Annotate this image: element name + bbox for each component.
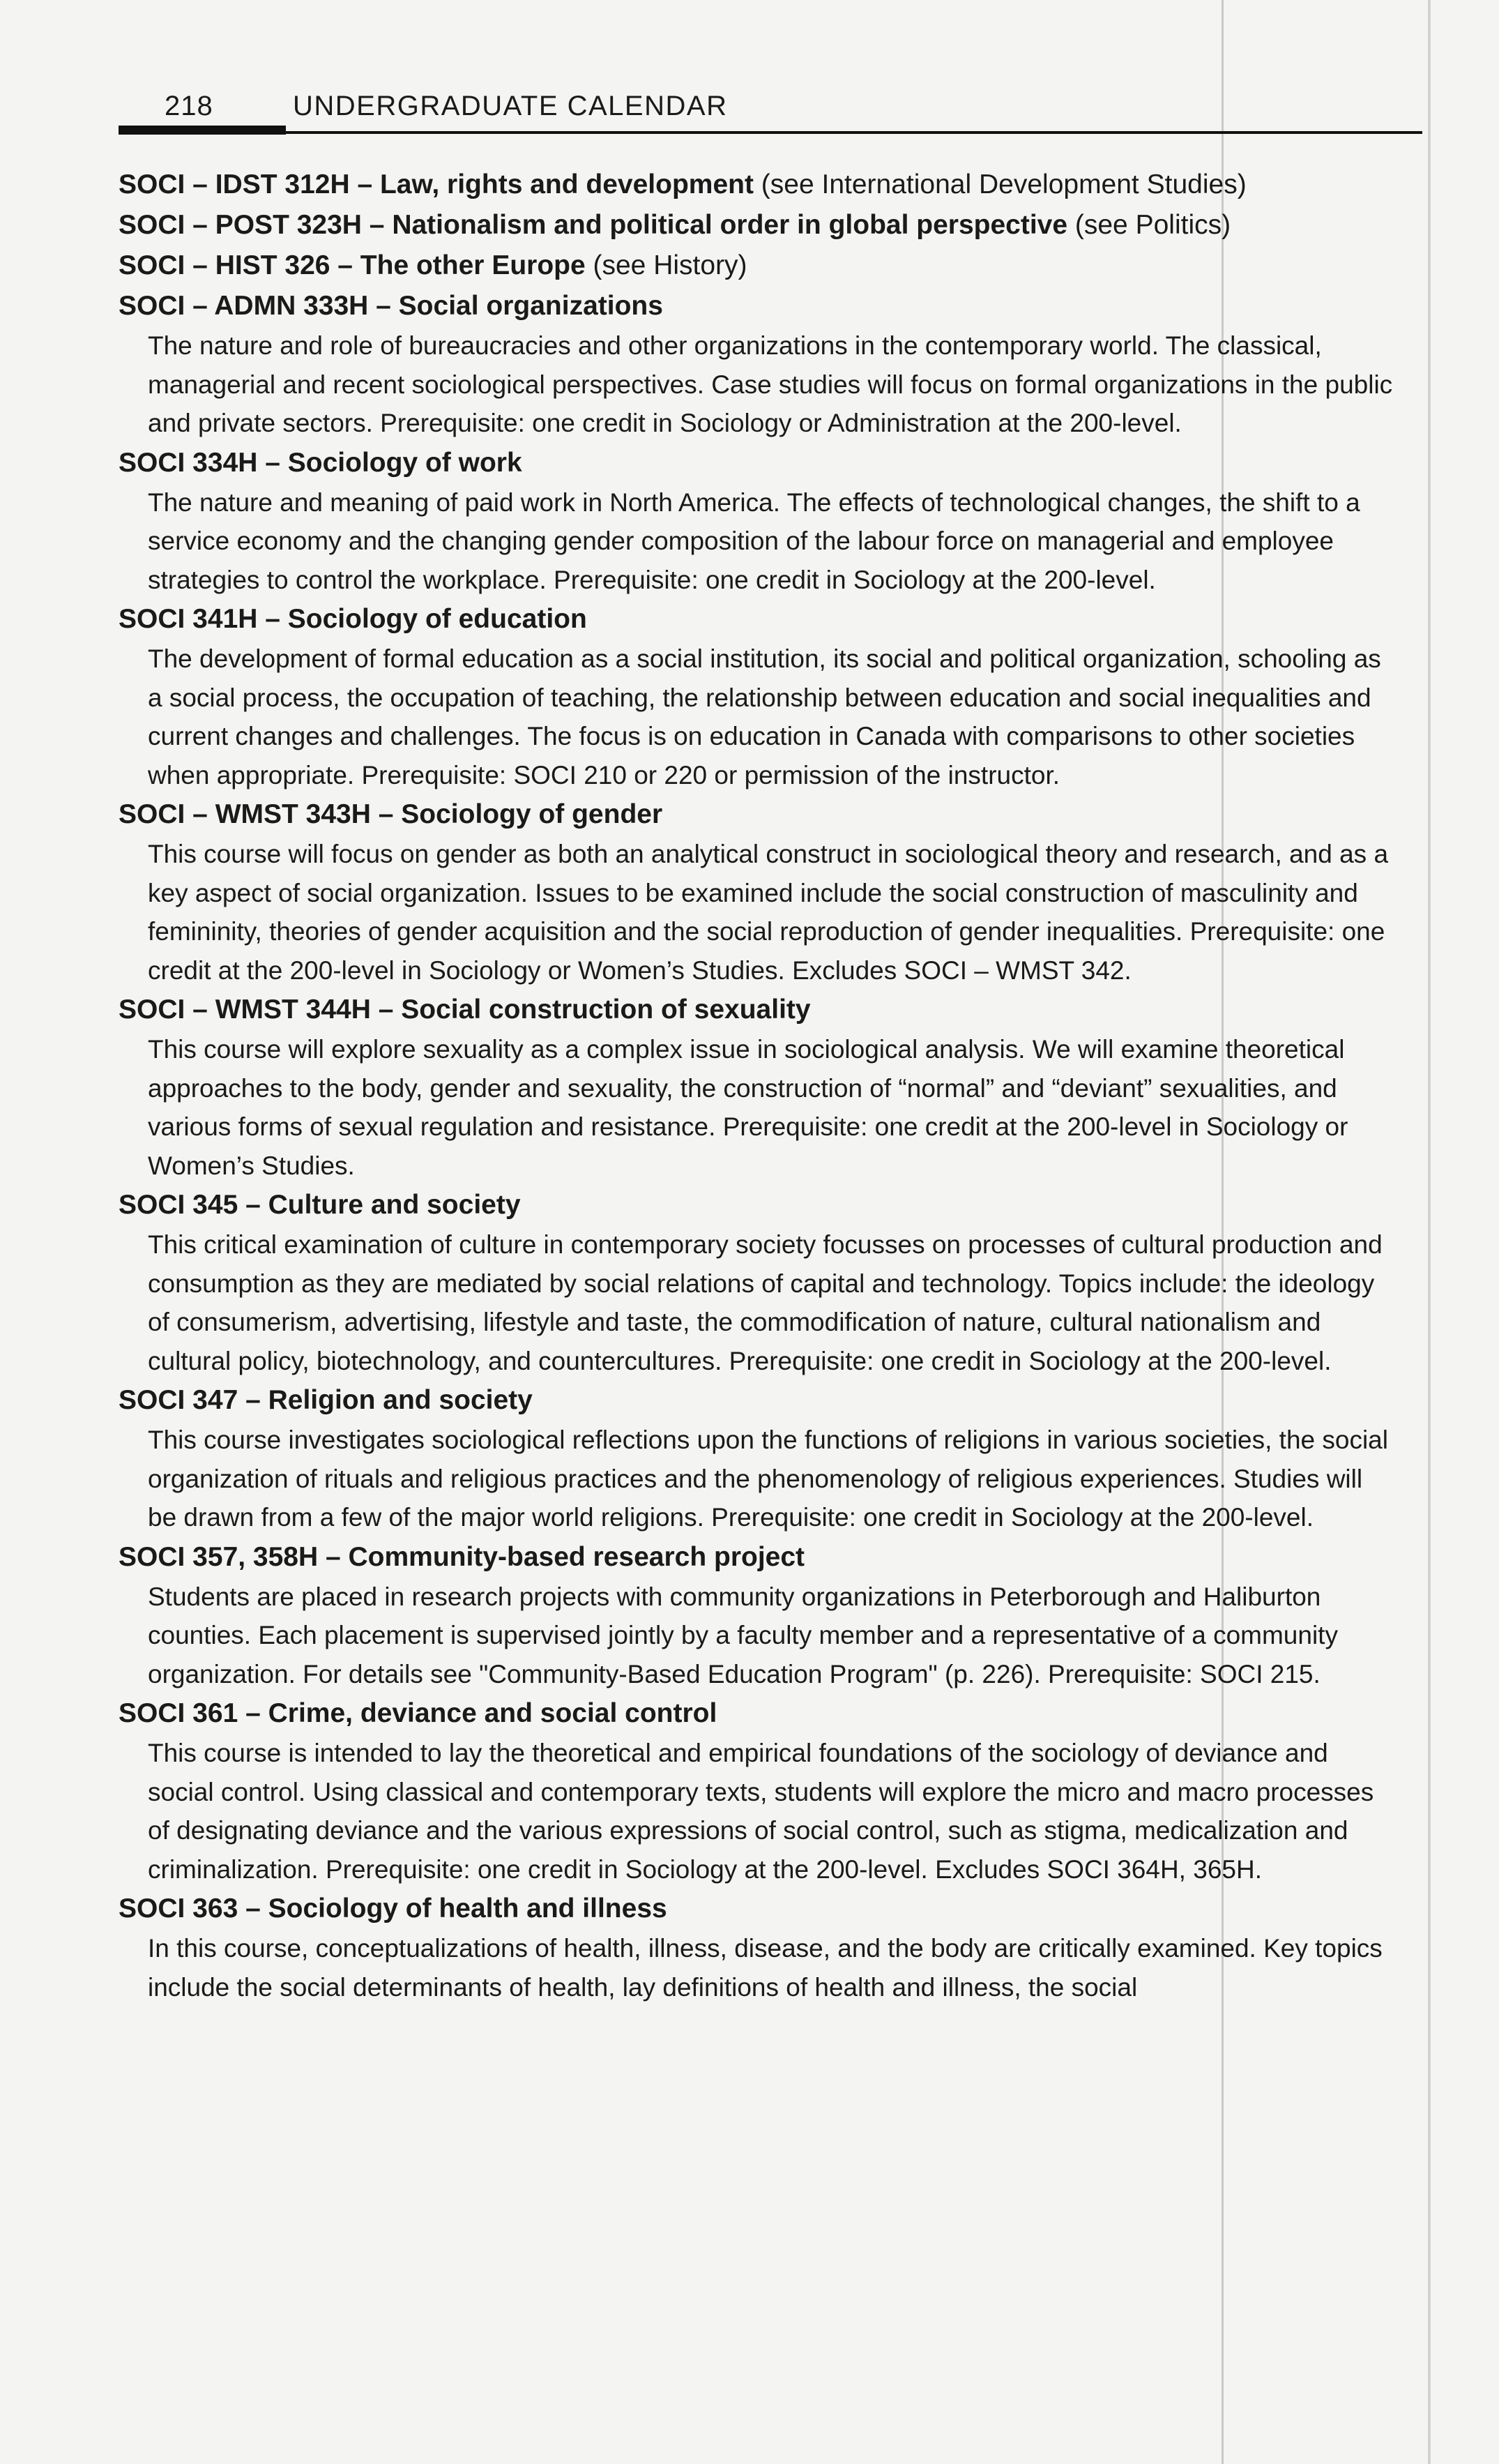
course-description: Students are placed in research projects with community organizations in Peterborough and Haliburton counties. Each placement is supervised jointly by a faculty member and a representative of a community organization. For details see "Community-Based Education Program" (p. 226). Prerequisite: SOCI 215.: [148, 1582, 1338, 1688]
course-title: [119, 1380, 1429, 1421]
course-entry: [119, 1537, 1429, 1694]
course-title: [119, 245, 1429, 286]
course-code-title: SOCI – WMST 344H – Social construction of sexuality: [119, 995, 811, 1025]
course-code-title: SOCI 347 – Religion and society: [119, 1385, 533, 1415]
course-title: [119, 1693, 1429, 1734]
course-description: The development of formal education as a social institution, its social and political organization, schooling as a social process, the occupation of teaching, the relationship between education and social inequalities and current changes and challenges. The focus is on education in Canada with comparisons to other societies when appropriate. Prerequisite: SOCI 210 or 220 or permission of the instructor.: [148, 644, 1381, 789]
course-code-title: SOCI – ADMN 333H – Social organizations: [119, 291, 663, 321]
course-entry: [119, 794, 1429, 990]
course-title: [119, 1889, 1429, 1929]
course-title: [119, 599, 1429, 640]
course-cross-reference: (see History): [585, 250, 747, 280]
course-entry: [119, 1693, 1429, 1889]
course-code-title: SOCI 357, 358H – Community-based research project: [119, 1541, 805, 1572]
course-title: [119, 990, 1429, 1030]
header-rule-accent: [119, 126, 286, 135]
course-title: [119, 1185, 1429, 1225]
course-title: [119, 794, 1429, 835]
course-entry: [119, 990, 1429, 1185]
course-description: This critical examination of culture in contemporary society focusses on processes of cultural production and consumption as they are mediated by social relations of capital and technology. Topics include: the ideology of consumerism, advertising, lifestyle and taste, the commodification of nature, cultural nationalism and cultural policy, biotechnology, and countercultures. Prerequisite: one credit in Sociology at the 200-level.: [148, 1230, 1383, 1375]
course-entry: [119, 443, 1429, 600]
page-number: 218: [165, 91, 213, 121]
course-title: [119, 443, 1429, 483]
course-title: [119, 1537, 1429, 1578]
course-entry: [119, 1889, 1429, 2006]
course-description: This course investigates sociological reflections upon the functions of religions in various societies, the social organization of rituals and religious practices and the phenomenology of religious experiences. Studies will be drawn from a few of the major world religions. Prerequisite: one credit in Sociology at the 200-level.: [148, 1426, 1388, 1532]
course-title: [119, 286, 1429, 326]
header-rule: [119, 131, 1422, 134]
course-description: In this course, conceptualizations of health, illness, disease, and the body are critically examined. Key topics include the social determinants of health, lay definitions of health and illness, the social: [148, 1934, 1383, 2002]
course-title: [119, 165, 1429, 205]
course-description: This course is intended to lay the theoretical and empirical foundations of the sociology of deviance and social control. Using classical and contemporary texts, students will explore the micro and macro processes of designating deviance and the various expressions of social control, such as stigma, medicalization and criminalization. Prerequisite: one credit in Sociology at the 200-level. Excludes SOCI 364H, 365H.: [148, 1739, 1374, 1884]
course-code-title: SOCI – HIST 326 – The other Europe: [119, 250, 586, 280]
course-entry: [119, 1380, 1429, 1537]
course-code-title: SOCI – POST 323H – Nationalism and political order in global perspective: [119, 210, 1068, 240]
course-entry: [119, 599, 1429, 794]
course-entry: [119, 245, 1429, 286]
running-head: UNDERGRADUATE CALENDAR: [293, 91, 728, 121]
course-entry: [119, 165, 1429, 205]
course-description: The nature and meaning of paid work in North America. The effects of technological changes, the shift to a service economy and the changing gender composition of the labour force on managerial and employee strategies to control the workplace. Prerequisite: one credit in Sociology at the 200-level.: [148, 487, 1360, 594]
course-cross-reference: (see Politics): [1067, 210, 1231, 240]
course-description: This course will focus on gender as both an analytical construct in sociological theory and research, and as a key aspect of social organization. Issues to be examined include the social construction of masculinity and femininity, theories of gender acquisition and the social reproduction of gender inequalities. Prerequisite: one credit at the 200-level in Sociology or Women’s Studies. Excludes SOCI – WMST 342.: [148, 840, 1389, 985]
page-header: [119, 82, 1422, 138]
course-entry: [119, 1185, 1429, 1380]
course-entry: [119, 205, 1429, 245]
course-code-title: SOCI 363 – Sociology of health and illness: [119, 1894, 667, 1923]
course-title: [119, 205, 1429, 245]
course-cross-reference: (see International Development Studies): [753, 169, 1247, 199]
course-description: This course will explore sexuality as a complex issue in sociological analysis. We will examine theoretical approaches to the body, gender and sexuality, the construction of “normal” and “deviant” sexualities, and various forms of sexual regulation and resistance. Prerequisite: one credit at the 200-level in Sociology or Women’s Studies.: [148, 1035, 1348, 1180]
course-code-title: SOCI – IDST 312H – Law, rights and development: [119, 169, 754, 199]
course-code-title: SOCI 334H – Sociology of work: [119, 447, 522, 478]
course-entry: [119, 286, 1429, 443]
course-code-title: SOCI – WMST 343H – Sociology of gender: [119, 799, 663, 829]
course-code-title: SOCI 341H – Sociology of education: [119, 604, 587, 634]
course-description: The nature and role of bureaucracies and other organizations in the contemporary world. The classical, managerial and recent sociological perspectives. Case studies will focus on formal organizations in the public and private sectors. Prerequisite: one credit in Sociology or Administration at the 200-level.: [148, 331, 1393, 437]
course-code-title: SOCI 345 – Culture and society: [119, 1190, 521, 1220]
course-code-title: SOCI 361 – Crime, deviance and social control: [119, 1698, 717, 1728]
course-list: [119, 165, 1429, 2006]
